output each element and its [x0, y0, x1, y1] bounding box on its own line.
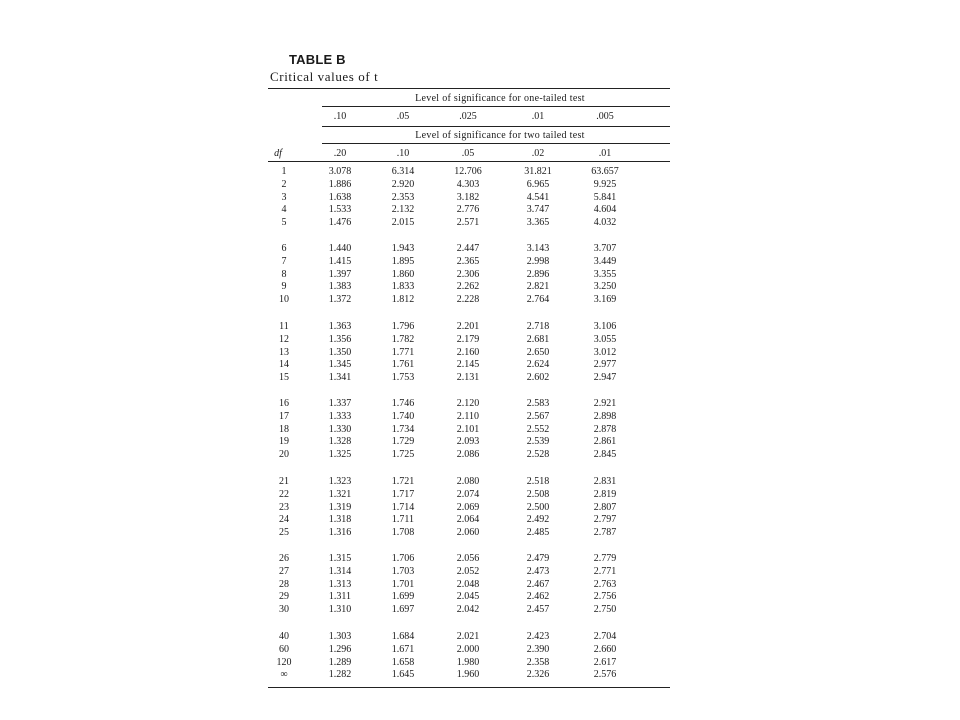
critical-value: 2.060 — [456, 527, 480, 539]
critical-value: 1.383 — [328, 281, 352, 293]
df-value: 1 — [281, 166, 287, 177]
df-value: 23 — [279, 501, 289, 513]
critical-value: 3.747 — [526, 204, 550, 216]
critical-value: 1.717 — [391, 488, 415, 500]
critical-value: 2.423 — [526, 631, 550, 642]
critical-value: 1.341 — [328, 372, 352, 384]
critical-value: 1.310 — [328, 604, 352, 616]
critical-value: 1.325 — [328, 449, 352, 461]
critical-value: 2.492 — [526, 514, 550, 526]
critical-value: 2.681 — [526, 333, 550, 345]
df-value: 7 — [281, 255, 287, 267]
df-value: 18 — [279, 423, 289, 435]
critical-value: 2.861 — [593, 436, 617, 448]
critical-value: 2.617 — [593, 656, 617, 668]
critical-value: 2.145 — [456, 359, 480, 371]
critical-value: 1.337 — [328, 398, 352, 409]
critical-value: 1.440 — [328, 243, 352, 254]
critical-value: 2.518 — [526, 476, 550, 487]
critical-value: 1.860 — [391, 268, 415, 280]
df-value: 21 — [279, 476, 289, 487]
critical-value: 3.365 — [526, 217, 550, 229]
two-tailed-level: .20 — [333, 148, 347, 159]
one-tailed-level: .05 — [396, 111, 410, 122]
critical-value: 2.508 — [526, 488, 550, 500]
critical-value: 1.729 — [391, 436, 415, 448]
df-value: 4 — [281, 204, 287, 216]
critical-value: 1.318 — [328, 514, 352, 526]
critical-value: 2.120 — [456, 398, 480, 409]
critical-value: 1.753 — [391, 372, 415, 384]
critical-value: 1.699 — [391, 591, 415, 603]
one-tailed-levels-rule — [322, 126, 670, 127]
critical-value: 1.711 — [391, 514, 415, 526]
critical-value: 1.671 — [391, 643, 415, 655]
two-tailed-caption: Level of significance for two tailed test — [415, 130, 585, 141]
critical-value: 2.624 — [526, 359, 550, 371]
df-value: 15 — [279, 372, 289, 384]
critical-value: 2.462 — [526, 591, 550, 603]
critical-value: 1.721 — [391, 476, 415, 487]
df-value: 29 — [279, 591, 289, 603]
critical-value: 2.807 — [593, 501, 617, 513]
critical-value: 1.658 — [391, 656, 415, 668]
df-value: 120 — [276, 656, 292, 668]
critical-value: 1.316 — [328, 527, 352, 539]
critical-value: 2.473 — [526, 565, 550, 577]
critical-value: 1.746 — [391, 398, 415, 409]
top-rule — [268, 88, 670, 89]
df-value: 27 — [279, 565, 289, 577]
two-tailed-level: .01 — [598, 148, 612, 159]
df-value: 22 — [279, 488, 289, 500]
one-tailed-rule — [322, 106, 670, 107]
one-tailed-level: .005 — [596, 111, 614, 122]
critical-value: 1.533 — [328, 204, 352, 216]
critical-value: 2.131 — [456, 372, 480, 384]
critical-value: 2.552 — [526, 423, 550, 435]
critical-value: 2.086 — [456, 449, 480, 461]
critical-value: 2.228 — [456, 294, 480, 306]
df-value: 40 — [279, 631, 289, 642]
one-tailed-level: .01 — [531, 111, 545, 122]
critical-value: 2.101 — [456, 423, 480, 435]
critical-value: 2.718 — [526, 321, 550, 332]
critical-value: 2.358 — [526, 656, 550, 668]
critical-value: 2.764 — [526, 294, 550, 306]
critical-value: 1.333 — [328, 410, 352, 422]
critical-value: 2.353 — [391, 191, 415, 203]
critical-value: 2.771 — [593, 565, 617, 577]
critical-value: 2.365 — [456, 255, 480, 267]
critical-value: 3.169 — [593, 294, 617, 306]
critical-value: 2.000 — [456, 643, 480, 655]
critical-value: 2.201 — [456, 321, 480, 332]
critical-value: 1.706 — [391, 553, 415, 564]
critical-value: 1.330 — [328, 423, 352, 435]
critical-value: 1.886 — [328, 178, 352, 190]
critical-value: 1.714 — [391, 501, 415, 513]
critical-value: 1.303 — [328, 631, 352, 642]
critical-value: 1.319 — [328, 501, 352, 513]
critical-value: 2.048 — [456, 578, 480, 590]
critical-value: 1.314 — [328, 565, 352, 577]
critical-value: 2.920 — [391, 178, 415, 190]
critical-value: 1.697 — [391, 604, 415, 616]
critical-value: 1.761 — [391, 359, 415, 371]
critical-value: 3.055 — [593, 333, 617, 345]
critical-value: 1.708 — [391, 527, 415, 539]
critical-value: 2.467 — [526, 578, 550, 590]
critical-value: 2.750 — [593, 604, 617, 616]
df-value: 25 — [279, 527, 289, 539]
critical-value: 1.315 — [328, 553, 352, 564]
df-value: 30 — [279, 604, 289, 616]
critical-value: 2.500 — [526, 501, 550, 513]
critical-value: 2.763 — [593, 578, 617, 590]
df-value: 14 — [279, 359, 289, 371]
critical-value: 2.390 — [526, 643, 550, 655]
df-value: 8 — [281, 268, 287, 280]
critical-value: 2.831 — [593, 476, 617, 487]
critical-value: 2.756 — [593, 591, 617, 603]
df-value: 9 — [281, 281, 287, 293]
critical-value: 1.311 — [328, 591, 352, 603]
critical-value: 2.069 — [456, 501, 480, 513]
critical-value: 6.314 — [391, 166, 415, 177]
critical-value: 1.812 — [391, 294, 415, 306]
critical-value: 2.306 — [456, 268, 480, 280]
critical-value: 1.684 — [391, 631, 415, 642]
critical-value: 4.032 — [593, 217, 617, 229]
critical-value: 2.064 — [456, 514, 480, 526]
critical-value: 2.583 — [526, 398, 550, 409]
df-value: 24 — [279, 514, 289, 526]
critical-value: 2.947 — [593, 372, 617, 384]
critical-value: 2.576 — [593, 669, 617, 681]
critical-value: 2.021 — [456, 631, 480, 642]
df-value: 20 — [279, 449, 289, 461]
critical-value: 1.980 — [456, 656, 480, 668]
table-subtitle: Critical values of t — [270, 69, 379, 84]
critical-value: 3.250 — [593, 281, 617, 293]
critical-value: 2.056 — [456, 553, 480, 564]
two-tailed-level: .10 — [396, 148, 410, 159]
df-value: 10 — [279, 294, 289, 306]
critical-value: 3.143 — [526, 243, 550, 254]
critical-value: 2.160 — [456, 346, 480, 358]
critical-value: 2.787 — [593, 527, 617, 539]
critical-value: 12.706 — [454, 166, 482, 177]
critical-value: 2.132 — [391, 204, 415, 216]
critical-value: 1.960 — [456, 669, 480, 681]
two-tailed-level: .05 — [461, 148, 475, 159]
critical-value: 2.567 — [526, 410, 550, 422]
critical-value: 1.321 — [328, 488, 352, 500]
df-value: ∞ — [280, 669, 288, 681]
critical-value: 4.541 — [526, 191, 550, 203]
critical-value: 2.110 — [456, 410, 480, 422]
bottom-rule — [268, 687, 670, 688]
critical-value: 2.447 — [456, 243, 480, 254]
critical-value: 3.355 — [593, 268, 617, 280]
critical-value: 1.323 — [328, 476, 352, 487]
critical-value: 3.182 — [456, 191, 480, 203]
critical-value: 2.093 — [456, 436, 480, 448]
critical-value: 2.977 — [593, 359, 617, 371]
critical-value: 1.356 — [328, 333, 352, 345]
critical-value: 2.602 — [526, 372, 550, 384]
critical-value: 2.074 — [456, 488, 480, 500]
critical-value: 1.734 — [391, 423, 415, 435]
critical-value: 3.707 — [593, 243, 617, 254]
critical-value: 2.896 — [526, 268, 550, 280]
critical-value: 1.363 — [328, 321, 352, 332]
df-value: 26 — [279, 553, 289, 564]
critical-value: 4.303 — [456, 178, 480, 190]
df-value: 11 — [279, 321, 289, 332]
critical-value: 2.845 — [593, 449, 617, 461]
critical-value: 1.328 — [328, 436, 352, 448]
critical-value: 1.282 — [328, 669, 352, 681]
critical-value: 2.878 — [593, 423, 617, 435]
one-tailed-level: .10 — [333, 111, 347, 122]
critical-value: 1.895 — [391, 255, 415, 267]
one-tailed-level: .025 — [459, 111, 477, 122]
critical-value: 2.779 — [593, 553, 617, 564]
critical-value: 2.660 — [593, 643, 617, 655]
critical-value: 2.179 — [456, 333, 480, 345]
two-tailed-rule — [322, 143, 670, 144]
critical-value: 1.397 — [328, 268, 352, 280]
two-tailed-level: .02 — [531, 148, 545, 159]
critical-value: 3.078 — [328, 166, 352, 177]
critical-value: 1.313 — [328, 578, 352, 590]
critical-value: 3.449 — [593, 255, 617, 267]
df-value: 28 — [279, 578, 289, 590]
critical-value: 1.943 — [391, 243, 415, 254]
critical-value: 1.350 — [328, 346, 352, 358]
critical-value: 1.415 — [328, 255, 352, 267]
critical-value: 3.012 — [593, 346, 617, 358]
critical-value: 2.898 — [593, 410, 617, 422]
df-value: 12 — [279, 333, 289, 345]
critical-value: 2.819 — [593, 488, 617, 500]
critical-value: 2.650 — [526, 346, 550, 358]
critical-value: 63.657 — [591, 166, 619, 177]
critical-value: 2.045 — [456, 591, 480, 603]
critical-value: 2.485 — [526, 527, 550, 539]
critical-value: 1.701 — [391, 578, 415, 590]
critical-value: 5.841 — [593, 191, 617, 203]
critical-value: 31.821 — [524, 166, 552, 177]
critical-value: 6.965 — [526, 178, 550, 190]
df-value: 6 — [281, 243, 287, 254]
df-value: 16 — [279, 398, 289, 409]
critical-value: 2.797 — [593, 514, 617, 526]
critical-value: 1.740 — [391, 410, 415, 422]
critical-value: 2.821 — [526, 281, 550, 293]
df-value: 13 — [279, 346, 289, 358]
critical-value: 1.703 — [391, 565, 415, 577]
critical-value: 2.052 — [456, 565, 480, 577]
critical-value: 1.725 — [391, 449, 415, 461]
critical-value: 2.571 — [456, 217, 480, 229]
critical-value: 3.106 — [593, 321, 617, 332]
critical-value: 2.457 — [526, 604, 550, 616]
one-tailed-caption: Level of significance for one-tailed test — [415, 93, 585, 104]
critical-value: 1.345 — [328, 359, 352, 371]
critical-value: 2.080 — [456, 476, 480, 487]
critical-value: 2.015 — [391, 217, 415, 229]
critical-value: 2.042 — [456, 604, 480, 616]
critical-value: 2.479 — [526, 553, 550, 564]
critical-value: 1.645 — [391, 669, 415, 681]
table-title: TABLE B — [289, 52, 346, 67]
critical-value: 1.796 — [391, 321, 415, 332]
header-bottom-rule — [268, 161, 670, 162]
critical-value: 1.296 — [328, 643, 352, 655]
critical-value: 1.771 — [391, 346, 415, 358]
critical-value: 2.921 — [593, 398, 617, 409]
critical-value: 1.833 — [391, 281, 415, 293]
df-value: 17 — [279, 410, 289, 422]
df-value: 60 — [279, 643, 289, 655]
df-value: 5 — [281, 217, 287, 229]
df-value: 3 — [281, 191, 287, 203]
critical-value: 2.539 — [526, 436, 550, 448]
critical-value: 1.638 — [328, 191, 352, 203]
df-value: 2 — [281, 178, 287, 190]
critical-value: 1.782 — [391, 333, 415, 345]
critical-value: 2.326 — [526, 669, 550, 681]
critical-value: 2.776 — [456, 204, 480, 216]
critical-value: 2.528 — [526, 449, 550, 461]
critical-value: 2.262 — [456, 281, 480, 293]
critical-value: 9.925 — [593, 178, 617, 190]
critical-value: 1.476 — [328, 217, 352, 229]
critical-value: 2.704 — [593, 631, 617, 642]
df-value: 19 — [279, 436, 289, 448]
critical-value: 4.604 — [593, 204, 617, 216]
df-column-label: df — [274, 148, 282, 159]
critical-value: 2.998 — [526, 255, 550, 267]
critical-value: 1.372 — [328, 294, 352, 306]
critical-value: 1.289 — [328, 656, 352, 668]
